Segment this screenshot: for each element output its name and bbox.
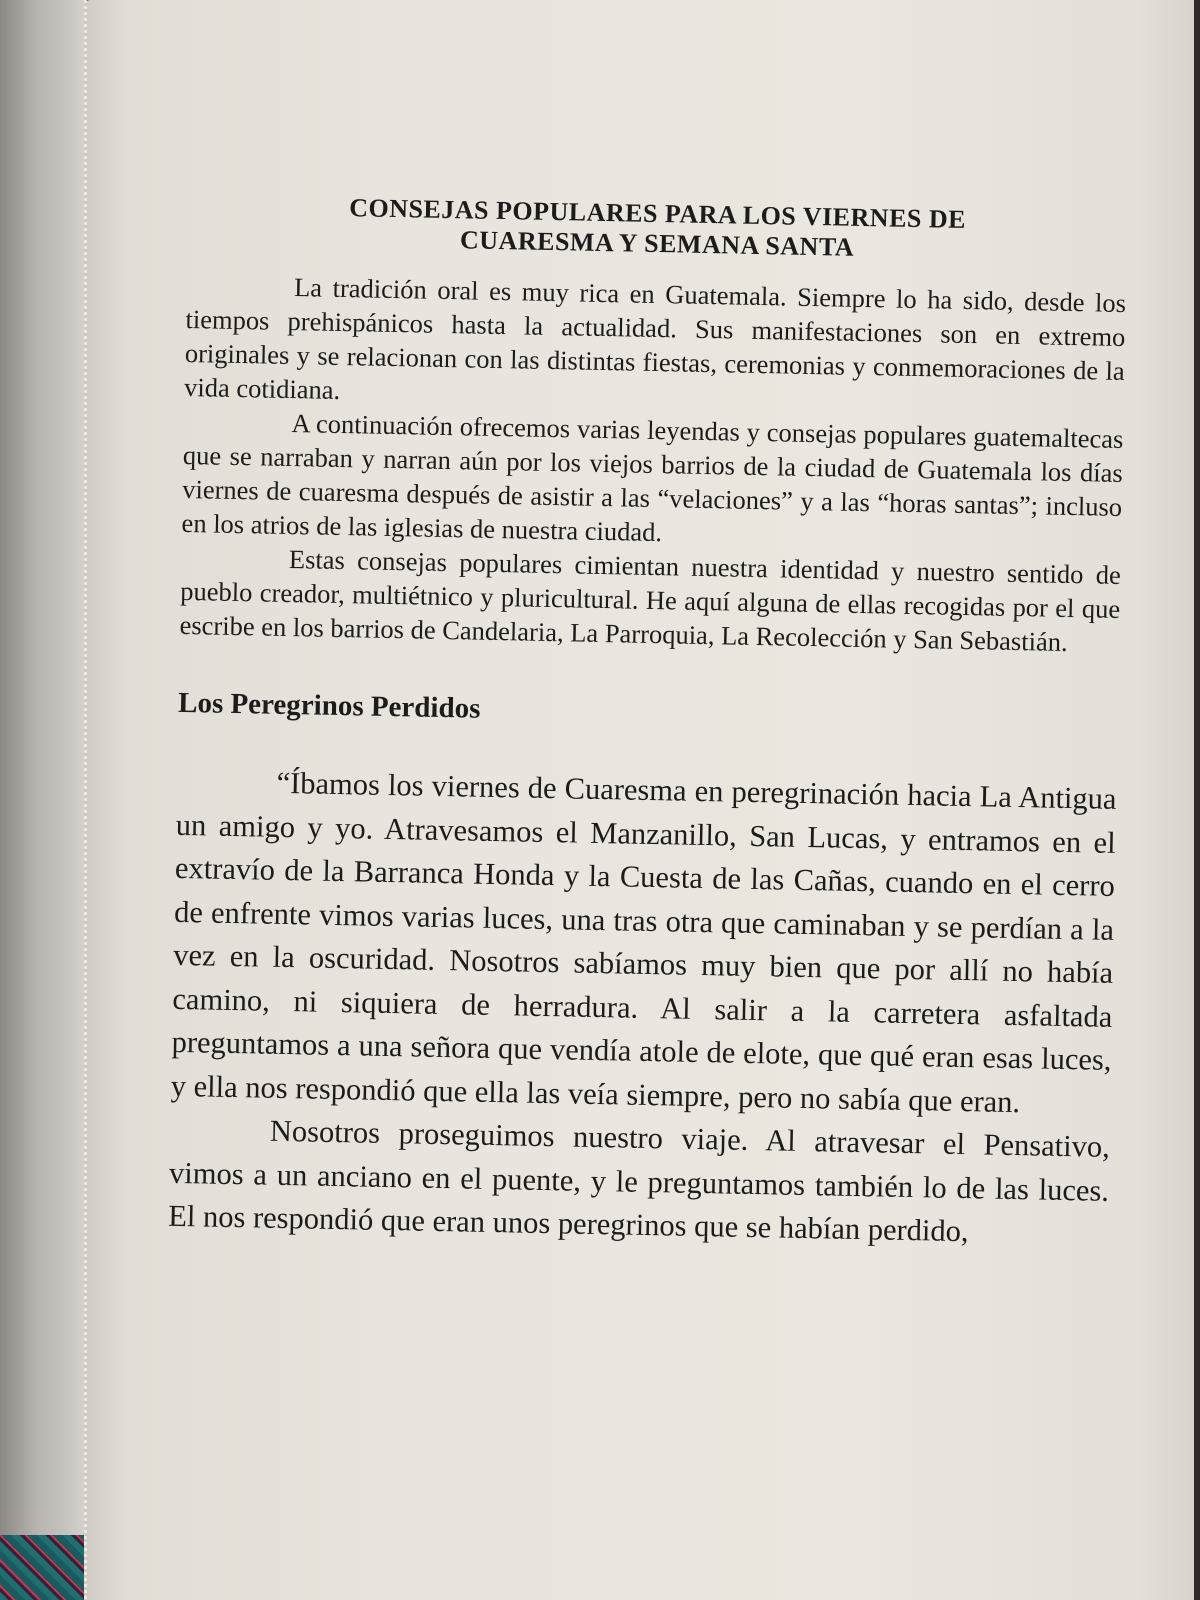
story-paragraph-2: Nosotros proseguimos nuestro viaje. Al atravesar el Pensativo, vimos a un anciano en el puente, y le preguntamos también lo de las luces. El nos respondió que eran unos peregrinos que se habían perdido, (167, 1113, 1111, 1249)
paragraph-identity: Estas consejas populares cimientan nuestra identidad y nuestro sentido de pueblo creador, multiétnico y pluricultural. He aquí alguna de ellas recogidas por el que escribe en los barrios de Candelaria, La Parroquia, La Recolección y San Sebastián. (179, 544, 1122, 657)
page-text (168, 190, 1128, 1256)
adjacent-page-edge (0, 0, 86, 1600)
title-line-1: CONSEJAS POPULARES PARA LOS VIERNES DE (348, 193, 967, 234)
section-heading: Los Peregrinos Perdidos (177, 686, 481, 725)
story-paragraph-1: “Íbamos los viernes de Cuaresma en peregrinación hacia La Antigua un amigo y yo. Atravesamos el Manzanillo, San Lucas, y entramos en el extravío de la Barranca Honda y la Cuesta de las Cañas, cuando en el cerro de enfrente vimos varias luces, una tras otra que caminaban y se perdían a la vez en la oscuridad. Nosotros sabíamos muy bien que por allí no había camino, ni siquiera de herradura. Al salir a la carretera asfaltada preguntamos a una señora que vendía atole de elote, que qué eran esas luces, y ella nos respondió que ella las veía siempre, pero no sabía que eran. (170, 765, 1117, 1119)
title-line-2: CUARESMA Y SEMANA SANTA (459, 225, 855, 262)
paragraph-intro: La tradición oral es muy rica en Guatemala. Siempre lo ha sido, desde los tiempos prehispánicos hasta la actualidad. Sus manifestaciones son en extremo originales y se relacionan con las distintas fiestas, ceremonias y conmemoraciones de la vida cotidiana. (183, 272, 1127, 405)
page-binding-edge (84, 0, 87, 1600)
paragraph-continuation: A continuación ofrecemos varias leyendas y consejas populares guatemaltecas que se narraban y narran aún por los viejos barrios de la ciudad de Guatemala los días viernes de cuaresma después de asistir a las “velaciones” y a las “horas santas”; incluso en los atrios de las iglesias de nuestra ciudad. (181, 408, 1124, 548)
